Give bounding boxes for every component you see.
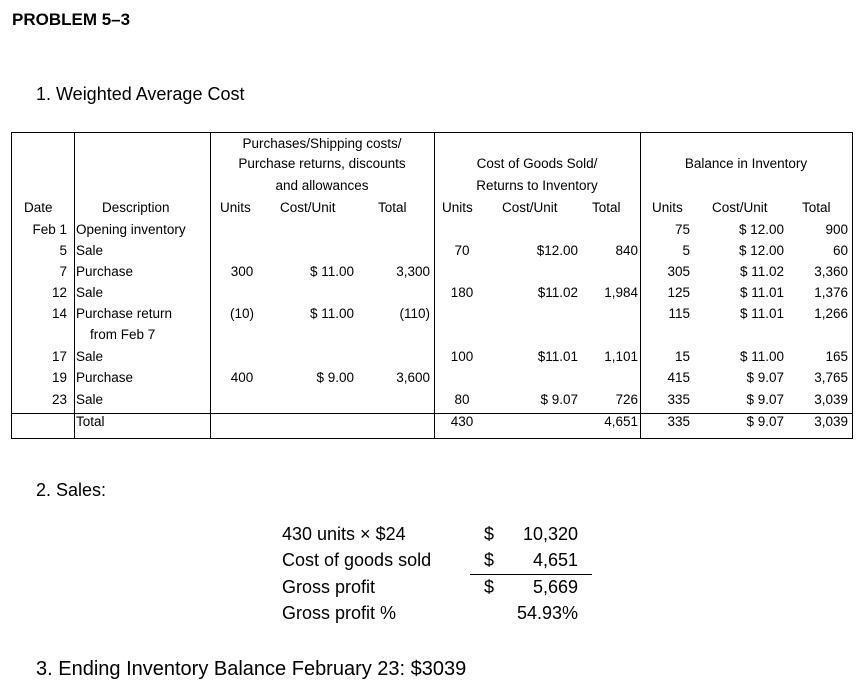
cell-b-cost: $ 12.00 <box>738 243 784 258</box>
section-2-heading: 2. Sales: <box>36 480 107 500</box>
col-purchase-total: Total <box>378 200 407 215</box>
cell-c-cost: $11.01 <box>537 349 578 364</box>
cell-c-total: 1,101 <box>604 349 638 364</box>
col-balance-total: Total <box>802 200 831 215</box>
cell-p-total: 3,600 <box>396 370 430 385</box>
col-cogs-units: Units <box>442 200 473 215</box>
cell-c-total: 1,984 <box>604 285 638 300</box>
cell-c-units: 100 <box>450 349 474 364</box>
cell-b-cost: $ 9.07 <box>746 414 784 429</box>
grid-line <box>640 133 641 438</box>
cell-b-cost: $ 9.07 <box>746 392 784 407</box>
cell-b-cost: $ 9.07 <box>746 370 784 385</box>
col-purchase-cost: Cost/Unit <box>280 200 336 215</box>
cell-c-units: 70 <box>454 243 470 258</box>
sales-dollar-sign: $ <box>484 524 495 544</box>
cell-p-cost: $ 9.00 <box>316 370 354 385</box>
sales-value: 10,320 <box>522 524 578 544</box>
sales-dollar-sign: $ <box>484 577 495 597</box>
cell-c-total: 726 <box>615 392 638 407</box>
col-cogs-cost: Cost/Unit <box>502 200 558 215</box>
purchases-header-line3: and allowances <box>275 178 369 193</box>
col-description: Description <box>102 200 170 215</box>
cell-desc: Sale <box>76 243 104 258</box>
cell-date: 14 <box>51 306 67 321</box>
cell-desc: Purchase <box>76 370 134 385</box>
section-1-heading: 1. Weighted Average Cost <box>36 84 245 104</box>
cell-desc: Total <box>76 414 105 429</box>
cell-date: 12 <box>51 285 67 300</box>
cell-desc: Purchase <box>76 264 134 279</box>
cell-b-cost: $ 11.02 <box>739 264 784 279</box>
cell-b-cost: $ 12.00 <box>738 222 784 237</box>
cell-b-total: 3,765 <box>814 370 848 385</box>
cell-b-units: 305 <box>667 264 690 279</box>
cell-desc: Sale <box>76 285 104 300</box>
cell-c-units: 180 <box>450 285 474 300</box>
cell-desc: Opening inventory <box>76 222 186 237</box>
cell-date: 17 <box>51 349 67 364</box>
sales-underline <box>470 574 592 575</box>
cell-desc: Sale <box>76 349 104 364</box>
cell-b-cost: $ 11.01 <box>739 306 784 321</box>
sales-label: Gross profit <box>282 577 376 597</box>
cogs-header-line1: Cost of Goods Sold/ <box>476 156 598 171</box>
cell-c-units: 430 <box>450 414 474 429</box>
cell-p-cost: $ 11.00 <box>309 264 354 279</box>
cell-date: Feb 1 <box>32 222 67 237</box>
cell-b-total: 1,376 <box>814 285 848 300</box>
cell-b-total: 60 <box>832 243 848 258</box>
cell-p-cost: $ 11.00 <box>309 306 354 321</box>
sales-value: 5,669 <box>532 577 578 597</box>
cell-b-units: 335 <box>667 392 690 407</box>
col-date: Date <box>24 200 53 215</box>
cell-c-total: 840 <box>615 243 638 258</box>
cell-b-units: 115 <box>668 306 690 321</box>
col-balance-cost: Cost/Unit <box>712 200 768 215</box>
cell-c-cost: $12.00 <box>536 243 578 258</box>
cell-b-units: 335 <box>667 414 690 429</box>
cell-desc: Purchase return <box>76 306 173 321</box>
cell-desc: Sale <box>76 392 104 407</box>
cell-b-units: 5 <box>682 243 690 258</box>
cell-b-cost: $ 11.01 <box>739 285 784 300</box>
sales-label: 430 units × $24 <box>282 524 406 544</box>
cell-b-cost: $ 11.00 <box>739 349 784 364</box>
cell-p-total: (110) <box>399 306 430 321</box>
cell-date: 7 <box>59 264 67 279</box>
cell-p-units: 400 <box>230 370 254 385</box>
col-balance-units: Units <box>652 200 683 215</box>
col-cogs-total: Total <box>592 200 621 215</box>
cell-b-total: 165 <box>825 349 848 364</box>
cell-b-units: 75 <box>674 222 690 237</box>
cell-date: 5 <box>59 243 67 258</box>
cell-date: 23 <box>51 392 67 407</box>
cell-c-total: 4,651 <box>604 414 638 429</box>
cell-b-total: 3,039 <box>814 414 848 429</box>
cell-p-units: (10) <box>229 306 254 321</box>
sales-dollar-sign: $ <box>484 550 495 570</box>
col-purchase-units: Units <box>220 200 251 215</box>
cell-c-units: 80 <box>454 392 470 407</box>
sales-value: 4,651 <box>532 550 578 570</box>
sales-label: Gross profit % <box>282 603 397 623</box>
balance-header: Balance in Inventory <box>684 156 808 171</box>
grid-line <box>74 133 75 438</box>
cogs-header-line2: Returns to Inventory <box>476 178 598 193</box>
cell-b-total: 1,266 <box>814 306 848 321</box>
cell-b-total: 3,360 <box>814 264 848 279</box>
cell-desc-continued: from Feb 7 <box>90 327 156 342</box>
cell-c-cost: $11.02 <box>537 285 578 300</box>
cell-b-total: 3,039 <box>814 392 848 407</box>
cell-c-cost: $ 9.07 <box>540 392 578 407</box>
section-3-text: 3. Ending Inventory Balance February 23: $3039 <box>36 658 467 680</box>
sales-value: 54.93% <box>516 603 578 623</box>
cell-date: 19 <box>51 370 67 385</box>
purchases-header-line1: Purchases/Shipping costs/ <box>242 136 402 151</box>
inventory-table <box>11 132 853 439</box>
cell-b-units: 415 <box>667 370 690 385</box>
cell-p-total: 3,300 <box>396 264 430 279</box>
purchases-header-line2: Purchase returns, discounts <box>238 156 406 171</box>
cell-b-units: 15 <box>674 349 690 364</box>
cell-b-total: 900 <box>825 222 848 237</box>
sales-label: Cost of goods sold <box>282 550 432 570</box>
problem-title: PROBLEM 5–3 <box>12 10 131 29</box>
cell-p-units: 300 <box>230 264 254 279</box>
cell-b-units: 125 <box>667 285 690 300</box>
